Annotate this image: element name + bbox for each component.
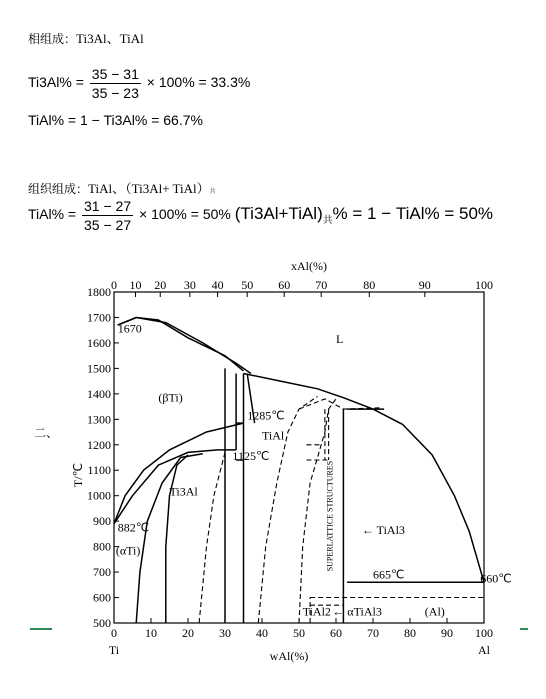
top-axis-label: xAl(%) [291,259,327,273]
top-tick-label-90: 90 [418,278,431,292]
top-tick-label-0: 0 [111,278,117,292]
struct-eq-lhs: TiAl% = [28,206,77,223]
y-tick-label-600: 600 [93,590,111,605]
struct-eq-fraction [82,198,133,233]
top-tick-label-100: 100 [475,278,493,292]
phase-boundary-0 [114,423,244,524]
y-tick-label-1400: 1400 [87,386,111,401]
top-tick-label-50: 50 [241,278,254,292]
structure-composition-label: 组织组成： [28,182,89,196]
section-marker: 二、 [34,426,59,440]
annotation-superlattice: SUPERLATTICE STRUCTURES [325,460,335,572]
phase-composition-phases: Ti3Al、TiAl [76,31,144,46]
annotation-3: 1285℃ [247,408,285,423]
top-tick-label-60: 60 [278,278,291,292]
struct-eq-rhs: % = 1 − TiAl% = 50% [332,204,494,224]
y-tick-label-1000: 1000 [87,488,111,503]
y-tick-label-500: 500 [93,616,111,630]
x-tick-label-50: 50 [293,626,305,640]
x-tick-label-0: 0 [111,626,117,640]
end-label-al: Al [478,643,490,657]
end-label-ti: Ti [108,643,120,657]
top-tick-label-40: 40 [211,278,224,292]
top-tick-label-20: 20 [154,278,167,292]
annotation-7: 882℃ [117,520,150,535]
x-tick-label-90: 90 [441,626,453,640]
struct-eq-paren: (Ti3Al+TiAl) [234,204,323,224]
top-tick-label-10: 10 [129,278,142,292]
ti-al-phase-diagram [0,250,546,699]
y-tick-label-900: 900 [93,514,111,529]
annotation-9: ← TiAl3 [361,522,405,537]
struct-eq-sub: 共 [322,215,333,226]
structure-composition-line [28,178,216,197]
annotation-11: 660℃ [480,571,512,586]
phase-equation-2: TiAl% = 1 − Ti3Al% = 66.7% [28,112,203,128]
annotation-10: 665℃ [373,567,405,582]
struct-eq-mid: × 100% = 50% [139,206,231,223]
annotation-13: ← αTiAl3 [332,604,382,619]
y-tick-label-800: 800 [93,539,111,554]
top-tick-label-30: 30 [183,278,196,292]
annotation-8: (αTi) [115,543,141,558]
top-tick-label-80: 80 [363,278,376,292]
eq1-rhs: × 100% = 33.3% [146,74,251,91]
annotation-14: (Al) [424,604,445,619]
eq1-denominator: 35 − 23 [91,85,139,101]
struct-eq-denominator: 35 − 27 [84,217,132,233]
y-axis-label: T/℃ [71,462,85,488]
x-tick-label-80: 80 [404,626,416,640]
eq1-lhs: Ti3Al% = [28,74,84,91]
y-tick-label-1600: 1600 [87,335,111,350]
eq1-fraction [90,66,141,101]
y-tick-label-1100: 1100 [87,463,111,478]
x-tick-label-40: 40 [256,626,268,640]
structure-composition-phases: TiAl、（Ti3Al+ TiAl） [88,181,210,196]
structure-composition-tag: 共 [209,188,216,195]
phase-boundary-dashed-0 [199,452,225,623]
x-tick-label-30: 30 [219,626,231,640]
annotation-2: (βTi) [158,390,183,405]
x-tick-label-20: 20 [182,626,194,640]
annotation-4: TiAl [262,428,285,443]
x-tick-label-70: 70 [367,626,379,640]
x-tick-label-10: 10 [145,626,157,640]
annotation-1: L [336,331,344,346]
annotation-6: Ti3Al [169,484,198,499]
struct-eq-numerator: 31 − 27 [84,198,132,214]
annotation-0: 1670 [117,321,142,336]
y-tick-label-1500: 1500 [87,361,111,376]
x-tick-label-60: 60 [330,626,342,640]
phase-equation-1 [28,66,250,101]
phase-boundary-6 [166,455,188,623]
y-tick-label-1700: 1700 [87,310,111,325]
x-tick-label-100: 100 [475,626,493,640]
structure-equation [28,198,493,233]
phase-composition-line [28,28,144,47]
annotation-12: TiAl2 [302,604,331,619]
top-tick-label-70: 70 [315,278,328,292]
y-tick-label-1200: 1200 [87,437,111,452]
y-tick-label-1300: 1300 [87,412,111,427]
y-tick-label-700: 700 [93,565,111,580]
eq1-numerator: 35 − 31 [91,66,139,82]
x-axis-label: wAl(%) [269,649,309,663]
plot-frame [114,292,484,623]
phase-composition-label: 相组成： [28,32,77,46]
annotation-5: 1125℃ [232,449,270,464]
y-tick-label-1800: 1800 [87,285,111,299]
phase-boundary-4 [244,374,485,583]
